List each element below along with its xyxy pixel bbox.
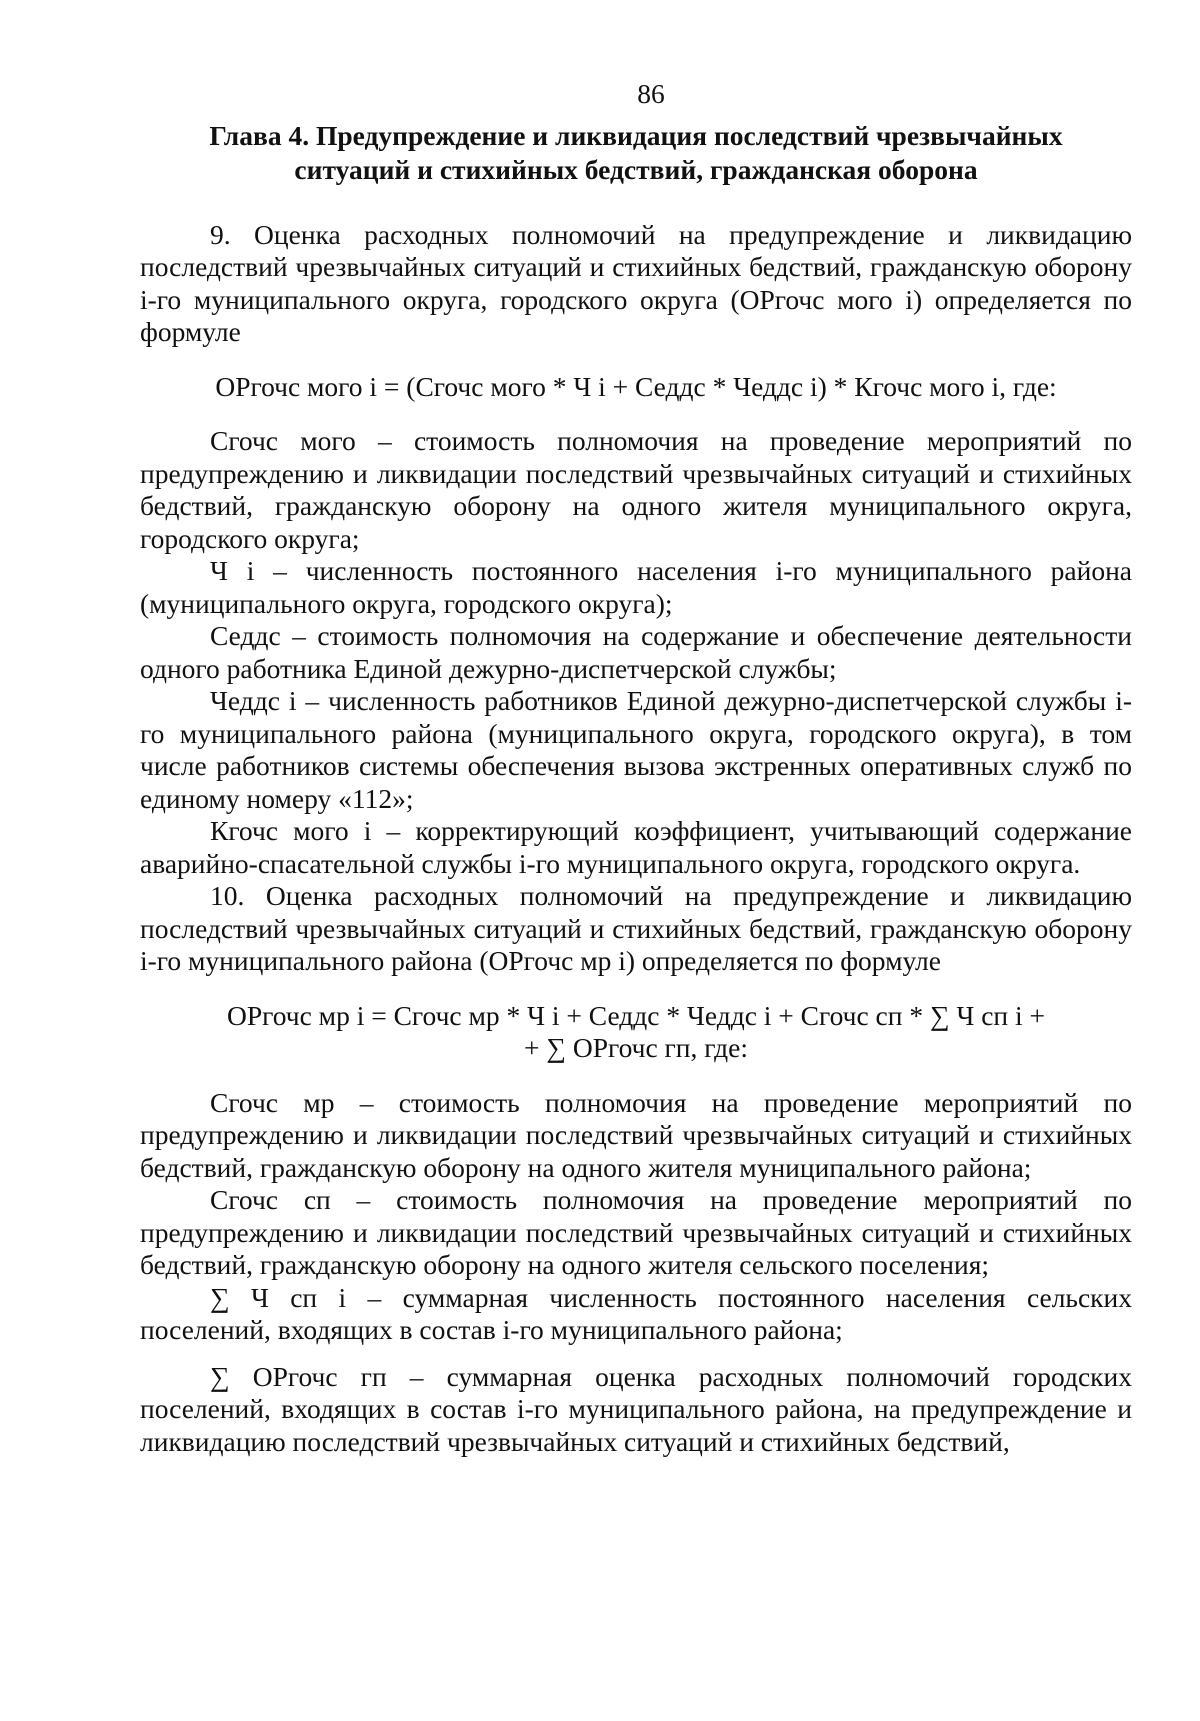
- chapter-title-line-1: Глава 4. Предупреждение и ликвидация последствий чрезвычайных: [209, 119, 1063, 151]
- formula-section-10: [140, 1000, 1132, 1065]
- chapter-title: [140, 119, 1132, 187]
- definition-sgochs-mr: Сгочс мр – стоимость полномочия на проведение мероприятий по предупреждению и ликвидации последствий чрезвычайных ситуаций и стихийных бедствий, гражданскую оборону на одного жителя муниципального района;: [140, 1086, 1132, 1183]
- definition-sedds: Седдс – стоимость полномочия на содержание и обеспечение деятельности одного работника Единой дежурно-диспетчерской службы;: [140, 620, 1132, 684]
- formula-section-9: ОРгочс мого i = (Сгочс мого * Ч i + Седдс * Чеддс i) * Кгочс мого i, где:: [215, 370, 1057, 402]
- chapter-title-line-2: ситуаций и стихийных бедствий, гражданская оборона: [294, 153, 978, 185]
- section-10-intro: 10. Оценка расходных полномочий на предупреждение и ликвидацию последствий чрезвычайных ситуаций и стихийных бедствий, гражданскую оборону i-го муниципального района (ОРгочс мр i) определяется по формуле: [140, 880, 1132, 976]
- formula-section-10-line-1: ОРгочс мр i = Сгочс мр * Ч i + Седдс * Чеддс i + Сгочс сп * ∑ Ч сп i +: [226, 999, 1046, 1031]
- document-page: [140, 78, 1132, 1458]
- definition-sum-orgochs-gp: ∑ ОРгочс гп – суммарная оценка расходных полномочий городских поселений, входящих в состав i-го муниципального района, на предупреждение и ликвидацию последствий чрезвычайных ситуаций и стихийных бедствий,: [140, 1360, 1132, 1457]
- definition-sum-ch-sp-i: ∑ Ч сп i – суммарная численность постоянного населения сельских поселений, входящих в состав i-го муниципального района;: [140, 1281, 1132, 1345]
- definition-sgochs-sp: Сгочс сп – стоимость полномочия на проведение мероприятий по предупреждению и ликвидации последствий чрезвычайных ситуаций и стихийных бедствий, гражданскую оборону на одного жителя сельского поселения;: [140, 1184, 1132, 1280]
- formula-section-10-line-2: + ∑ ОРгочс гп, где:: [523, 1032, 749, 1063]
- definition-sgochs-mogo: Сгочс мого – стоимость полномочия на проведение мероприятий по предупреждению и ликвидации последствий чрезвычайных ситуаций и стихийных бедствий, гражданскую оборону на одного жителя муниципального округа, городского округа;: [140, 425, 1132, 554]
- definition-cheddс-i: Чеддс i – численность работников Единой дежурно-диспетчерской службы i-го муниципального района (муниципального округа, городского округа), в том числе работников системы обеспечения вызова экстренных оперативных служб по единому номеру «112»;: [140, 685, 1132, 814]
- section-9-intro: 9. Оценка расходных полномочий на предупреждение и ликвидацию последствий чрезвычайных ситуаций и стихийных бедствий, гражданскую оборону i-го муниципального округа, городского округа (ОРгочс мого i) определяется по формуле: [140, 218, 1132, 347]
- definition-kgochs-mogo-i: Кгочс мого i – корректирующий коэффициент, учитывающий содержание аварийно-спасательной службы i-го муниципального округа, городского округа.: [140, 815, 1132, 879]
- page-number: 86: [637, 78, 665, 109]
- paragraph-gap: [140, 1347, 1132, 1361]
- definition-ch-i: Ч i – численность постоянного населения i-го муниципального района (муниципального округа, городского округа);: [140, 555, 1132, 619]
